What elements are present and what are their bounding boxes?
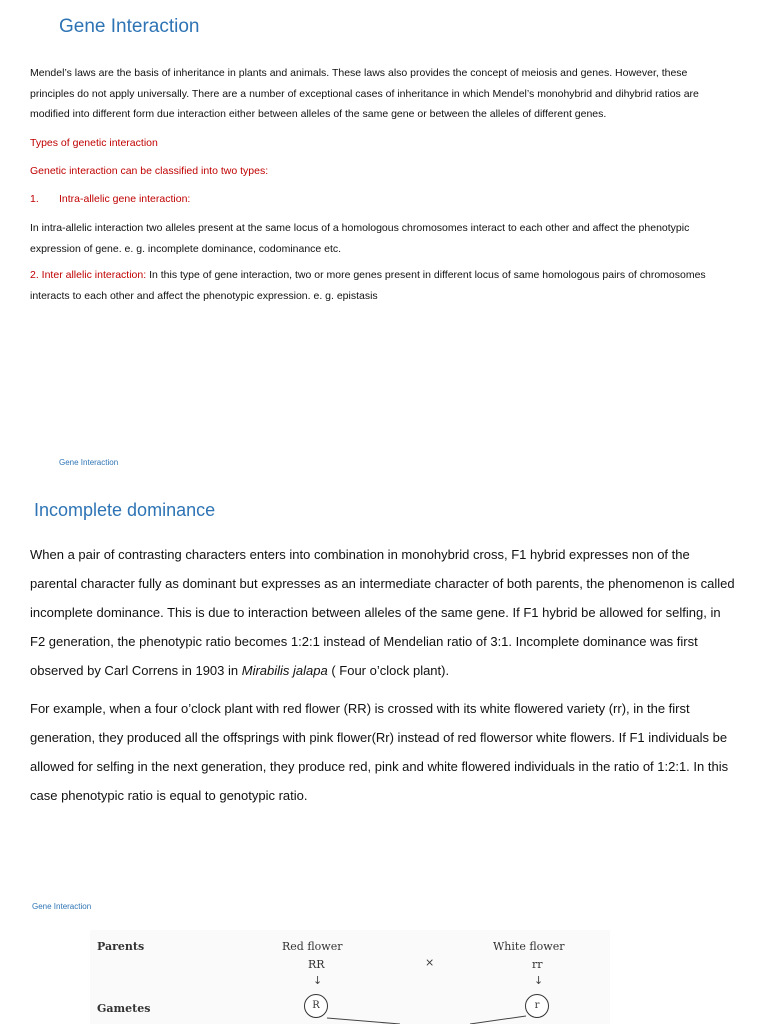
- inter-allelic-paragraph: [30, 265, 730, 306]
- white-gamete-circle: r: [525, 994, 549, 1018]
- cross-symbol: ×: [425, 956, 435, 969]
- incomplete-dominance-paragraph: [30, 540, 736, 685]
- page-title: Gene Interaction: [59, 16, 200, 37]
- page-footer-2: Gene Interaction: [32, 902, 92, 911]
- paragraph-text: When a pair of contrasting characters enters into combination in monohybrid cross, F1 hybrid expresses non of the parental character fully as dominant but expresses as an intermediate character of both parents, the phenomenon is called incomplete dominance. This is due to interaction between alleles of the same gene. If F1 hybrid be allowed for selfing, in F2 generation, the phenotypic ratio becomes 1:2:1 instead of Mendelian ratio of 3:1. Incomplete dominance was first observed by Carl Correns in 1903 in: [30, 547, 735, 678]
- white-flower-label: White flower: [493, 940, 565, 953]
- intro-paragraph: Mendel’s laws are the basis of inheritance in plants and animals. These laws also provides the concept of meiosis and genes. However, these principles do not apply universally. There are a number of exceptional cases of inheritance in which Mendel’s monohybrid and dihybrid ratios are modified into different form due interaction either between alleles of the same gene or between the alleles of different genes.: [30, 67, 699, 120]
- red-flower-label: Red flower: [282, 940, 343, 953]
- list-number: 1.: [30, 193, 39, 205]
- inter-allelic-label: 2. Inter allelic interaction:: [30, 269, 147, 281]
- down-arrow-icon: ↓: [313, 974, 323, 987]
- intra-allelic-paragraph: In intra-allelic interaction two alleles present at the same locus of a homologous chromosomes interact to each other and affect the phenotypic expression of gene. e. g. incomplete dominance, codominance etc.: [30, 222, 690, 255]
- gametes-label: Gametes: [97, 1002, 151, 1015]
- inter-allelic-text: In this type of gene interaction, two or more genes present in different locus of same homologous pairs of chromosomes interacts to each other and affect the phenotypic expression. e. g. epistasis: [30, 269, 706, 302]
- list-item-1: [30, 193, 190, 205]
- types-heading: Types of genetic interaction: [30, 137, 158, 149]
- cross-diagram: [90, 930, 610, 1024]
- red-genotype: RR: [308, 958, 325, 971]
- species-name: Mirabilis jalapa: [241, 663, 328, 678]
- red-gamete-circle: R: [304, 994, 328, 1018]
- down-arrow-icon: ↓: [534, 974, 544, 987]
- page-footer: Gene Interaction: [59, 458, 119, 467]
- paragraph-text-end: ( Four o’clock plant).: [327, 663, 450, 678]
- list-item-label: Intra-allelic gene interaction:: [59, 193, 191, 205]
- parents-label: Parents: [97, 940, 145, 953]
- example-paragraph: For example, when a four o’clock plant with red flower (RR) is crossed with its white flowered variety (rr), in the first generation, they produced all the offsprings with pink flower(Rr) instead of red flowersor white flowers. If F1 individuals be allowed for selfing in the next generation, they produce red, pink and white flowered individuals in the ratio of 1:2:1. In this case phenotypic ratio is equal to genotypic ratio.: [30, 701, 729, 803]
- section-title: Incomplete dominance: [34, 500, 216, 520]
- white-genotype: rr: [532, 958, 543, 971]
- classified-line: Genetic interaction can be classified into two types:: [30, 165, 269, 177]
